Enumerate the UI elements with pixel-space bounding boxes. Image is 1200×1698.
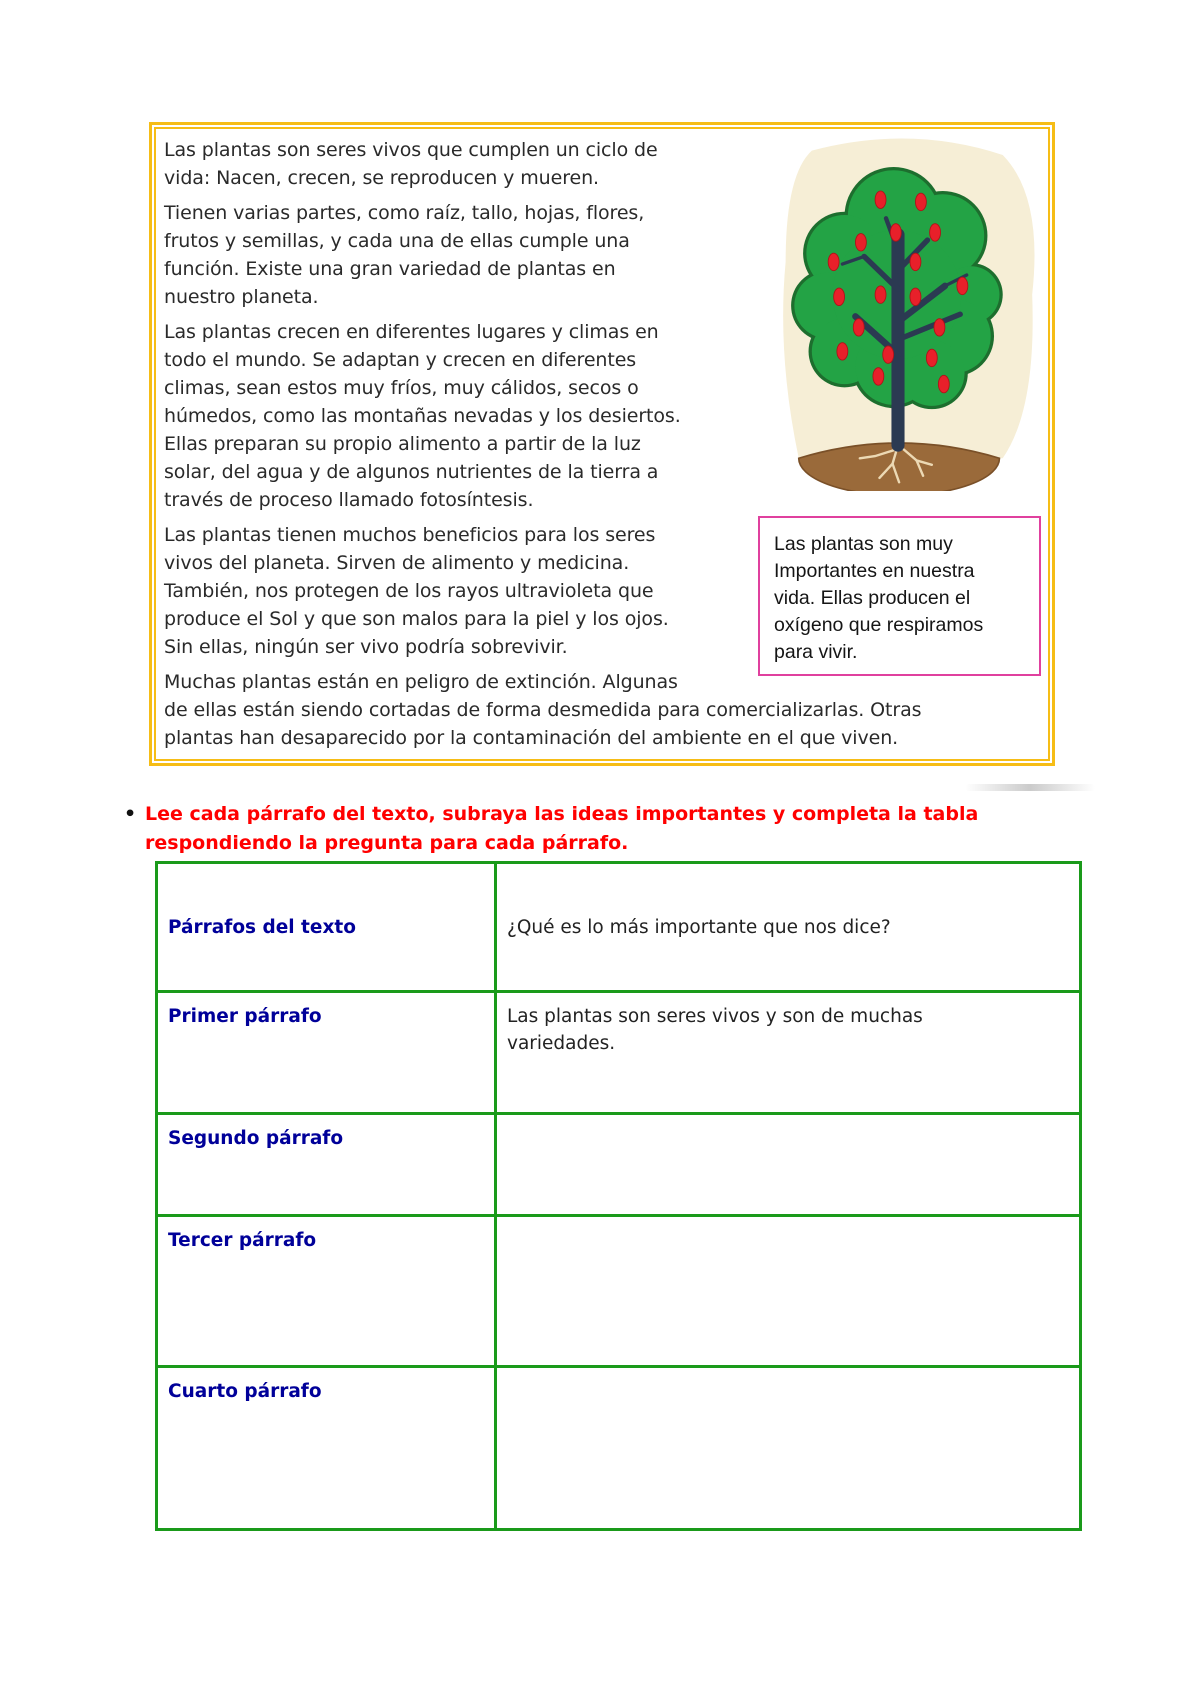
paragraph-line: Ellas preparan su propio alimento a partir de la luz — [164, 433, 641, 455]
paragraph-line: vivos del planeta. Sirven de alimento y medicina. — [164, 552, 630, 574]
paragraph-line: climas, sean estos muy fríos, muy cálidos, secos o — [164, 377, 639, 399]
instruction-text — [145, 800, 1184, 858]
callout-line: para vivir. — [774, 641, 858, 663]
callout-line: Importantes en nuestra — [774, 560, 975, 582]
callout-line: vida. Ellas producen el — [774, 587, 971, 609]
callout-line: oxígeno que respiramos — [774, 614, 984, 636]
paragraph-line: de ellas están siendo cortadas de forma desmedida para comercializarlas. Otras — [164, 699, 922, 721]
header-paragraphs-cell: Párrafos del texto — [157, 863, 496, 992]
paragraph-line: Muchas plantas están en peligro de extinción. Algunas — [164, 671, 678, 693]
paragraph-line: Sin ellas, ningún ser vivo podría sobrevivir. — [164, 636, 568, 658]
paragraph-line: solar, del agua y de algunos nutrientes de la tierra a — [164, 461, 659, 483]
answer-cell[interactable] — [496, 1114, 1081, 1216]
paragraph-line: húmedos, como las montañas nevadas y los desiertos. — [164, 405, 681, 427]
paragraph-line: Las plantas tienen muchos beneficios para los seres — [164, 524, 656, 546]
instruction — [124, 800, 1184, 858]
instruction-line: respondiendo la pregunta para cada párrafo. — [145, 832, 629, 854]
table-row — [157, 1367, 1081, 1530]
answer-cell[interactable] — [496, 1367, 1081, 1530]
paragraph-line: función. Existe una gran variedad de plantas en — [164, 258, 616, 280]
callout-line: Las plantas son muy — [774, 533, 953, 555]
paragraph-line: produce el Sol y que son malos para la piel y los ojos. — [164, 608, 669, 630]
row-label: Segundo párrafo — [157, 1114, 496, 1216]
fruit-tree-illustration — [779, 131, 1041, 491]
paragraph-5 — [164, 668, 921, 752]
paragraph-line: Tienen varias partes, como raíz, tallo, hojas, flores, — [164, 202, 645, 224]
callout-box — [758, 516, 1041, 676]
row-label: Tercer párrafo — [157, 1216, 496, 1367]
paragraph-line: Las plantas crecen en diferentes lugares y climas en — [164, 321, 659, 343]
paragraph-line: nuestro planeta. — [164, 286, 319, 308]
row-label: Cuarto párrafo — [157, 1367, 496, 1530]
bullet-icon: • — [124, 803, 137, 825]
paragraph-line: vida: Nacen, crecen, se reproducen y mueren. — [164, 167, 599, 189]
paragraph-line: través de proceso llamado fotosíntesis. — [164, 489, 534, 511]
paragraph-line: plantas han desaparecido por la contaminación del ambiente en el que viven. — [164, 727, 899, 749]
table-row — [157, 1114, 1081, 1216]
answer-cell[interactable] — [496, 1216, 1081, 1367]
paragraph-line: También, nos protegen de los rayos ultravioleta que — [164, 580, 654, 602]
paragraph-line: frutos y semillas, y cada una de ellas cumple una — [164, 230, 630, 252]
table-row — [157, 992, 1081, 1114]
table-row — [157, 1216, 1081, 1367]
row-label: Primer párrafo — [157, 992, 496, 1114]
divider-shadow — [965, 784, 1095, 791]
instruction-line: Lee cada párrafo del texto, subraya las ideas importantes y completa la tabla — [145, 803, 979, 825]
header-question-cell: ¿Qué es lo más importante que nos dice? — [496, 863, 1081, 992]
worksheet-table — [155, 861, 1082, 1531]
table-header-row — [157, 863, 1081, 992]
answer-cell[interactable]: Las plantas son seres vivos y son de muchas variedades. — [496, 992, 1081, 1114]
paragraph-line: todo el mundo. Se adaptan y crecen en diferentes — [164, 349, 637, 371]
paragraph-line: Las plantas son seres vivos que cumplen un ciclo de — [164, 139, 658, 161]
